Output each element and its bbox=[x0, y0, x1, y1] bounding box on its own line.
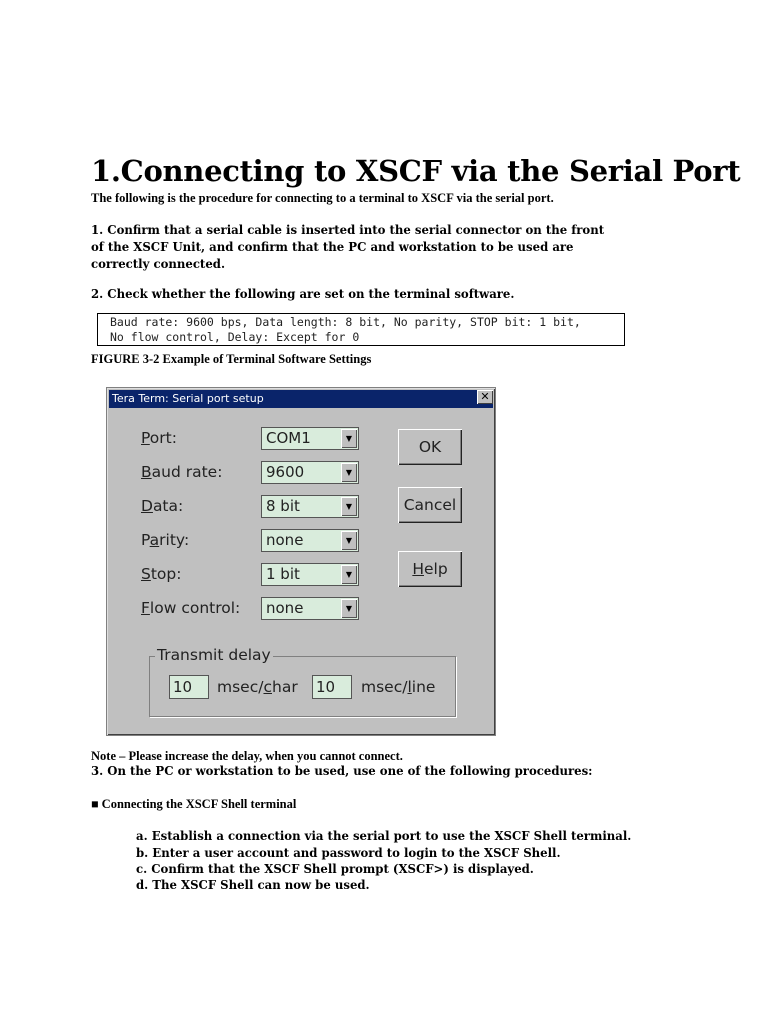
step-2-text: 2. Check whether the following are set on the terminal software. bbox=[91, 287, 515, 301]
chevron-down-icon[interactable]: ▼ bbox=[341, 497, 357, 516]
flow-control-select[interactable] bbox=[261, 597, 359, 620]
substep-a: a. Establish a connection via the serial port to use the XSCF Shell terminal. bbox=[136, 829, 632, 843]
intro-text: The following is the procedure for connecting to a terminal to XSCF via the serial port. bbox=[91, 191, 554, 205]
data-select[interactable] bbox=[261, 495, 359, 518]
substep-b: b. Enter a user account and password to login to the XSCF Shell. bbox=[136, 846, 561, 860]
note-text: Note – Please increase the delay, when you cannot connect. bbox=[91, 749, 403, 763]
bullet-heading: ■ Connecting the XSCF Shell terminal bbox=[91, 797, 297, 811]
dialog-title-bar bbox=[109, 390, 493, 408]
settings-code-box bbox=[97, 313, 625, 346]
chevron-down-icon[interactable]: ▼ bbox=[341, 531, 357, 550]
dialog-title: Tera Term: Serial port setup bbox=[112, 392, 264, 405]
code-line-2: No flow control, Delay: Except for 0 bbox=[110, 330, 360, 344]
step-1-text: 1. Confirm that a serial cable is inserted into the serial connector on the front of the XSCF Unit, and confirm that the PC and workstation to be used are correctly connected. bbox=[91, 223, 605, 271]
substep-c: c. Confirm that the XSCF Shell prompt (XSCF>) is displayed. bbox=[136, 862, 534, 876]
figure-caption: FIGURE 3-2 Example of Terminal Software Settings bbox=[91, 352, 372, 366]
baud-rate-select[interactable] bbox=[261, 461, 359, 484]
baud-rate-label: Baud rate: bbox=[141, 463, 223, 481]
chevron-down-icon[interactable]: ▼ bbox=[341, 599, 357, 618]
parity-label: Parity: bbox=[141, 531, 190, 549]
page-title: 1.Connecting to XSCF via the Serial Port bbox=[91, 154, 741, 188]
chevron-down-icon[interactable]: ▼ bbox=[341, 429, 357, 448]
data-value: 8 bit bbox=[266, 497, 300, 515]
stop-select[interactable] bbox=[261, 563, 359, 586]
port-label: Port: bbox=[141, 429, 177, 447]
parity-value: none bbox=[266, 531, 304, 549]
line-delay-input[interactable]: 10 bbox=[312, 675, 352, 699]
serial-port-setup-dialog bbox=[106, 387, 496, 736]
stop-label: Stop: bbox=[141, 565, 182, 583]
data-label: Data: bbox=[141, 497, 184, 515]
step-3-text: 3. On the PC or workstation to be used, use one of the following procedures: bbox=[91, 764, 593, 778]
stop-value: 1 bit bbox=[266, 565, 300, 583]
ok-button[interactable]: OK bbox=[398, 429, 462, 465]
cancel-button[interactable]: Cancel bbox=[398, 487, 462, 523]
flow-control-value: none bbox=[266, 599, 304, 617]
chevron-down-icon[interactable]: ▼ bbox=[341, 565, 357, 584]
close-icon[interactable]: ✕ bbox=[477, 390, 493, 404]
char-delay-input[interactable]: 10 bbox=[169, 675, 209, 699]
parity-select[interactable] bbox=[261, 529, 359, 552]
transmit-delay-label: Transmit delay bbox=[157, 646, 271, 664]
chevron-down-icon[interactable]: ▼ bbox=[341, 463, 357, 482]
code-line-1: Baud rate: 9600 bps, Data length: 8 bit, No parity, STOP bit: 1 bit, bbox=[110, 315, 581, 329]
help-button[interactable]: Help bbox=[398, 551, 462, 587]
substep-d: d. The XSCF Shell can now be used. bbox=[136, 878, 370, 892]
port-select[interactable] bbox=[261, 427, 359, 450]
char-delay-unit: msec/char bbox=[217, 678, 298, 696]
port-value: COM1 bbox=[266, 429, 311, 447]
baud-rate-value: 9600 bbox=[266, 463, 305, 481]
flow-control-label: Flow control: bbox=[141, 599, 241, 617]
line-delay-unit: msec/line bbox=[361, 678, 436, 696]
